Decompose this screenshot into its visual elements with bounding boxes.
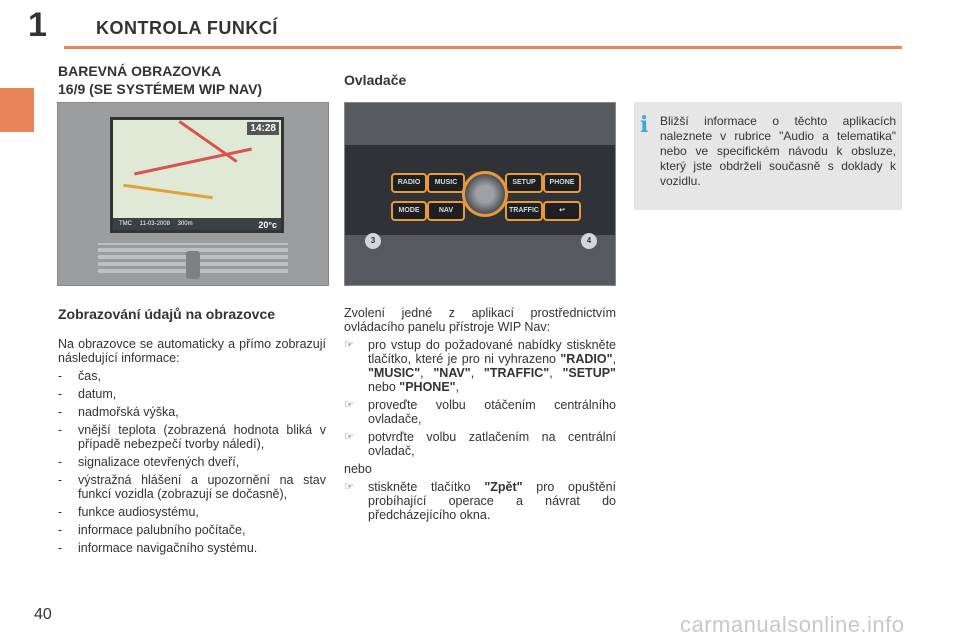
back-button: ↩ xyxy=(543,201,581,221)
mode-button: MODE xyxy=(391,201,427,221)
bullet-item: ☞ potvrďte volbu zatlačením na centrální ovladač, xyxy=(344,430,616,458)
pointing-hand-icon: ☞ xyxy=(344,399,354,411)
or-text: nebo xyxy=(344,462,372,476)
list-item: - nadmořská výška, xyxy=(58,405,179,419)
bullet-item: ☞ proveďte volbu otáčením centrálního ovladače, xyxy=(344,398,616,426)
pointing-hand-icon: ☞ xyxy=(344,431,354,443)
list-item: - informace navigačního systému. xyxy=(58,541,258,555)
display-date: 11-03-2008 xyxy=(139,221,170,227)
list-item: - výstražná hlášení a upozornění na stav funkcí vozidla (zobrazují se dočasně), xyxy=(58,473,326,501)
section-title-line1: BAREVNÁ OBRAZOVKA xyxy=(58,63,222,79)
bullet-item: ☞ stiskněte tlačítko "Zpět" pro opuštění probíhající operace a návrat do předcházejícího okna. xyxy=(344,480,616,522)
watermark: carmanualsonline.info xyxy=(680,612,905,637)
section-title-line2: 16/9 (SE SYSTÉMEM WIP NAV) xyxy=(58,81,263,97)
info-icon: i xyxy=(640,112,649,138)
screen-photo xyxy=(57,102,329,286)
right-column xyxy=(344,306,616,526)
left-column xyxy=(58,306,326,559)
vent-knob xyxy=(186,251,200,279)
display-intro: Na obrazovce se automaticky a přímo zobrazují následující informace: xyxy=(58,337,326,365)
central-knob xyxy=(462,171,508,217)
music-button: MUSIC xyxy=(427,173,465,193)
page-number: 40 xyxy=(34,606,52,623)
section-title xyxy=(58,62,262,98)
display-time: 14:28 xyxy=(247,122,279,135)
preset-3-button: 3 xyxy=(365,233,381,249)
radio-button: RADIO xyxy=(391,173,427,193)
list-item: - informace palubního počítače, xyxy=(58,523,246,537)
display-distance: 300m xyxy=(177,221,193,227)
list-item: - vnější teplota (zobrazená hodnota bliká v případě nebezpečí tvorby náledí), xyxy=(58,423,326,451)
pointing-hand-icon: ☞ xyxy=(344,339,354,351)
bullet-item: ☞ pro vstup do požadované nabídky stiskněte tlačítko, které je pro ni vyhrazeno "RADIO", "MUSIC", "NAV", "TRAFFIC", "SETUP" nebo "PHONE", xyxy=(344,338,616,394)
chapter-title: KONTROLA FUNKCÍ xyxy=(96,18,278,38)
display-temperature: 20°c xyxy=(258,220,277,230)
controls-intro: Zvolení jedné z aplikací prostřednictvím ovládacího panelu přístroje WIP Nav: xyxy=(344,306,616,334)
controls-title: Ovladače xyxy=(344,72,407,88)
map-road xyxy=(123,184,213,199)
list-item: - funkce audiosystému, xyxy=(58,505,199,519)
list-item: - signalizace otevřených dveří, xyxy=(58,455,240,469)
pointing-hand-icon: ☞ xyxy=(344,481,354,493)
display-status-bar xyxy=(113,218,281,230)
display-heading: Zobrazování údajů na obrazovce xyxy=(58,306,276,322)
chapter-side-tab xyxy=(0,88,34,132)
nav-button: NAV xyxy=(427,201,465,221)
preset-4-button: 4 xyxy=(581,233,597,249)
phone-button: PHONE xyxy=(543,173,581,193)
info-text: Bližší informace o těchto aplikacích naleznete v rubrice "Audio a telematika" nebo ve specifickém návodu k obsluze, který jste obdrželi současně s doklady k vozidlu. xyxy=(660,114,896,188)
header-rule xyxy=(64,46,902,49)
display-tmc: TMC xyxy=(119,221,132,227)
list-item: - čas, xyxy=(58,369,101,383)
traffic-button: TRAFFIC xyxy=(505,201,543,221)
list-item: - datum, xyxy=(58,387,117,401)
control-panel-photo xyxy=(344,102,616,286)
chapter-number: 1 xyxy=(28,6,47,44)
nav-display xyxy=(110,117,284,233)
setup-button: SETUP xyxy=(505,173,543,193)
